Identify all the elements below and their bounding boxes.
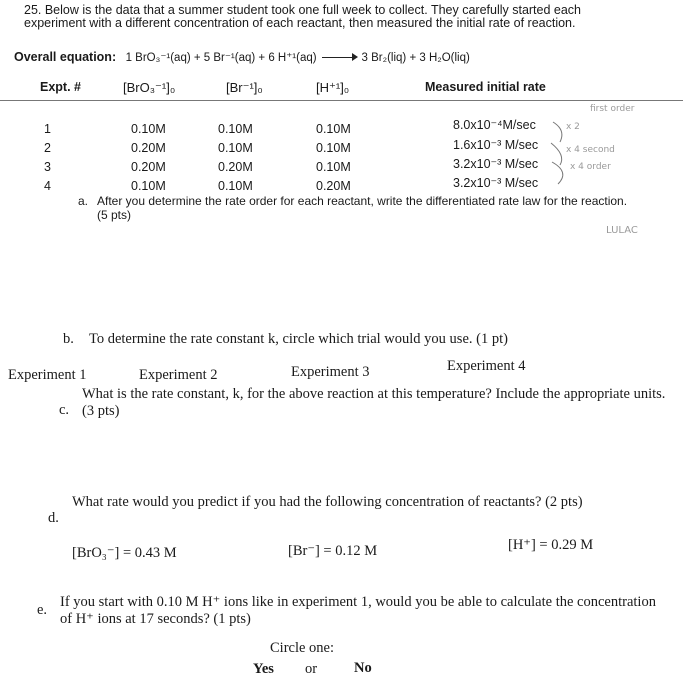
note-first-order: first order: [590, 104, 635, 114]
bracket-3-4: [552, 162, 563, 184]
answer-or: or: [305, 661, 318, 677]
row3-expt: 3: [44, 160, 51, 174]
note-x4-second: x 4 second: [566, 145, 615, 155]
option-experiment-1[interactable]: Experiment 1: [8, 367, 87, 383]
row4-rate: 3.2x10⁻³ M/sec: [453, 176, 539, 190]
row1-br: 0.10M: [218, 122, 253, 136]
option-experiment-4[interactable]: Experiment 4: [447, 358, 526, 374]
row1-bro3: 0.10M: [131, 122, 166, 136]
row1-expt: 1: [44, 122, 51, 136]
qe-text: If you start with 0.10 M H⁺ ions like in experiment 1, would you be able to calculate the concentration of H⁺ ions at 17 seconds? (1 pts): [60, 594, 656, 627]
qb-label: b.: [63, 331, 74, 347]
row3-bro3: 0.20M: [131, 160, 166, 174]
qc-label: c.: [59, 402, 70, 418]
answer-no[interactable]: No: [354, 660, 372, 676]
header-bro3: [BrO₃⁻¹]₀: [123, 80, 176, 95]
qc-text: What is the rate constant, k, for the above reaction at this temperature? Include the appropriate units. (3 pts): [82, 386, 666, 419]
qd-conc-h: [H⁺] = 0.29 M: [508, 537, 594, 553]
equation-products: 3 Br₂(liq) + 3 H₂O(liq): [361, 52, 470, 64]
answer-yes[interactable]: Yes: [253, 661, 274, 677]
equation-label: Overall equation:: [14, 50, 117, 64]
bracket-2-3: [551, 143, 562, 165]
row2-h: 0.10M: [316, 141, 351, 155]
qe-circle-one: Circle one:: [270, 640, 335, 656]
note-lucac: LULAC: [606, 225, 638, 236]
qd-text: What rate would you predict if you had the following concentration of reactants? (2 pts): [72, 494, 583, 510]
row1-h: 0.10M: [316, 122, 351, 136]
qb-text: To determine the rate constant k, circle which trial would you use. (1 pt): [89, 331, 508, 347]
header-h: [H⁺¹]₀: [316, 80, 350, 95]
bracket-1-2: [553, 122, 562, 142]
row4-h: 0.20M: [316, 179, 351, 193]
option-experiment-2[interactable]: Experiment 2: [139, 367, 218, 383]
row3-rate: 3.2x10⁻³ M/sec: [453, 157, 539, 171]
row4-bro3: 0.10M: [131, 179, 166, 193]
row2-br: 0.10M: [218, 141, 253, 155]
header-br: [Br⁻¹]₀: [226, 80, 263, 95]
equation-reactants: 1 BrO₃⁻¹(aq) + 5 Br⁻¹(aq) + 6 H⁺¹(aq): [125, 52, 317, 64]
row2-rate: 1.6x10⁻³ M/sec: [453, 138, 539, 152]
question-25-intro: 25. Below is the data that a summer student took one full week to collect. They carefully started each experiment with a different concentration of each reactant, then measured the initial rate of reaction.: [24, 3, 582, 30]
qd-conc-br: [Br⁻] = 0.12 M: [288, 543, 378, 559]
row2-bro3: 0.20M: [131, 141, 166, 155]
row4-expt: 4: [44, 179, 51, 193]
qd-conc-bro3: [BrO₃⁻] = 0.43 M: [72, 545, 177, 561]
option-experiment-3[interactable]: Experiment 3: [291, 364, 370, 380]
row2-expt: 2: [44, 141, 51, 155]
qa-text: After you determine the rate order for each reactant, write the differentiated rate law for the reaction. (5 pts): [97, 194, 628, 222]
qa-label: a.: [78, 194, 89, 208]
row3-h: 0.10M: [316, 160, 351, 174]
note-x2: x 2: [566, 122, 580, 132]
header-expt: Expt. #: [40, 80, 81, 94]
row1-rate: 8.0x10⁻⁴M/sec: [453, 118, 536, 132]
qd-label: d.: [48, 510, 59, 526]
note-x4-order: x 4 order: [570, 162, 611, 172]
row4-br: 0.10M: [218, 179, 253, 193]
header-rate: Measured initial rate: [425, 80, 546, 94]
qe-label: e.: [37, 602, 48, 618]
row3-br: 0.20M: [218, 160, 253, 174]
